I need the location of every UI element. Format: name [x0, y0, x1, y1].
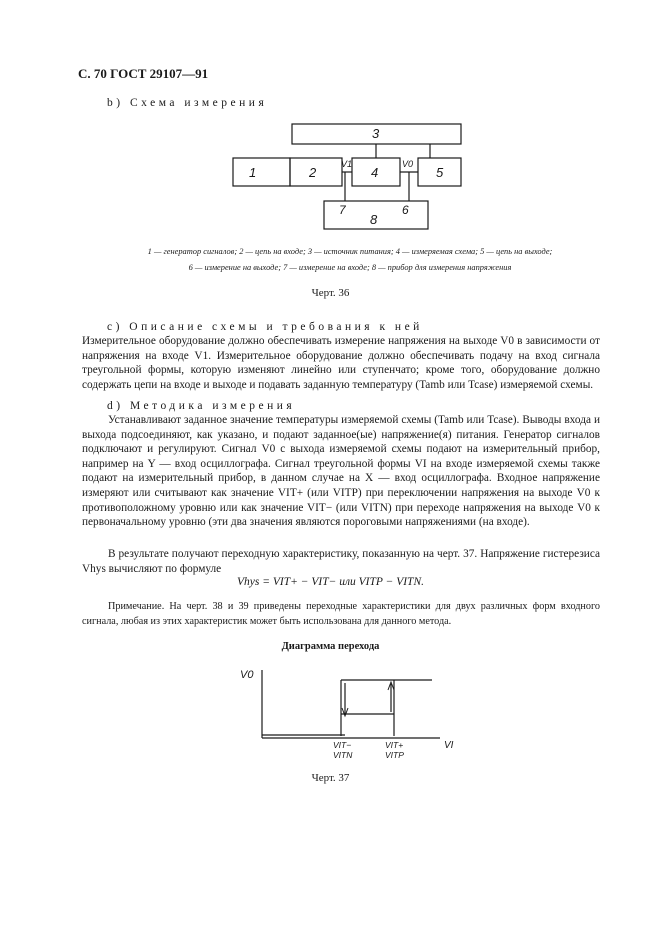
- block-4-label: 4: [371, 165, 379, 180]
- legend-line-1: 1 — генератор сигналов; 2 — цепь на входе; 3 — источник питания; 4 — измеряемая схема; 5 — цепь на выходе;: [147, 247, 553, 256]
- threshold-low-label: VIT−: [333, 740, 352, 750]
- block-5-label: 5: [436, 165, 444, 180]
- v0-label: V0: [402, 159, 414, 169]
- section-d-heading: d) Методика измерения: [107, 400, 296, 412]
- y-axis-label: V0: [240, 669, 254, 681]
- note-paragraph: Примечание. На черт. 38 и 39 приведены переходные характеристики для двух различных форм входного сигнала, любая из этих характеристик может быть использована для данного метода.: [82, 601, 600, 627]
- transition-diagram-title: Диаграмма перехода: [281, 641, 380, 652]
- x-axis-label: VI: [444, 740, 454, 751]
- block-8-label: 8: [370, 212, 378, 227]
- v1-label: V1: [341, 159, 353, 169]
- legend-line-2: 6 — измерение на выходе; 7 — измерение на входе; 8 — прибор для измерения напряжения: [188, 263, 512, 272]
- section-c-heading: c) Описание схемы и требования к ней: [107, 321, 423, 333]
- section-c-paragraph: Измерительное оборудование должно обеспечивать измерение напряжения на выходе V0 в зависимости от напряжения на входе V1. Измерительное оборудование должно обеспечивать подачу на вход сигнала треугольной формы, которую изменяют линейно или ступенчато; кроме того, оборудование должно содержать цепи на входе и выходе и подавать заданную температуру (Tamb или Tcase) измеряемой схемы.: [82, 335, 600, 391]
- threshold-high-label-alt: VITP: [385, 750, 404, 760]
- figure-37-caption: Черт. 37: [311, 772, 350, 784]
- page-header: С. 70 ГОСТ 29107—91: [78, 66, 209, 81]
- threshold-high-label: VIT+: [385, 740, 404, 750]
- block-1-label: 1: [249, 165, 257, 180]
- block-7-label: 7: [339, 203, 346, 217]
- threshold-low-label-alt: VITN: [333, 750, 353, 760]
- figure-36-caption: Черт. 36: [311, 287, 350, 299]
- section-d-paragraph-1: Устанавливают заданное значение температуры измеряемой схемы (Tamb или Tcase). Выводы входа и выхода подсоединяют, как указано, и подают заданное(ые) напряжение(я) питания. Генератор сигналов подключают и регулируют. Сигнал V0 с выхода измеряемой схемы подают на измерительный прибор, например на Y — вход осциллографа. Сигнал треугольной формы VI на входе измеряемой схемы также подают на измерительный прибор, в данном случае на X — вход осциллографа. Входное напряжение измеряют или считывают как значение VIT+ (или VITP) при переключении напряжения на выходе V0 к противоположному уровню или как значение VIT− (или VITN) при переходе напряжения на выходе V0 к первоначальному уровню (эти два значения являются пороговыми напряжениями (на входе).: [82, 414, 600, 529]
- hysteresis-formula: Vhys = VIT+ − VIT− или VITP − VITN.: [236, 576, 425, 588]
- block-6-label: 6: [402, 203, 409, 217]
- block-2-label: 2: [309, 165, 317, 180]
- section-b-heading: b) Схема измерения: [107, 97, 268, 109]
- section-d-paragraph-2: В результате получают переходную характеристику, показанную на черт. 37. Напряжение гистерезиса Vhys вычисляют по формуле: [82, 548, 600, 575]
- block-3-label: 3: [372, 126, 380, 141]
